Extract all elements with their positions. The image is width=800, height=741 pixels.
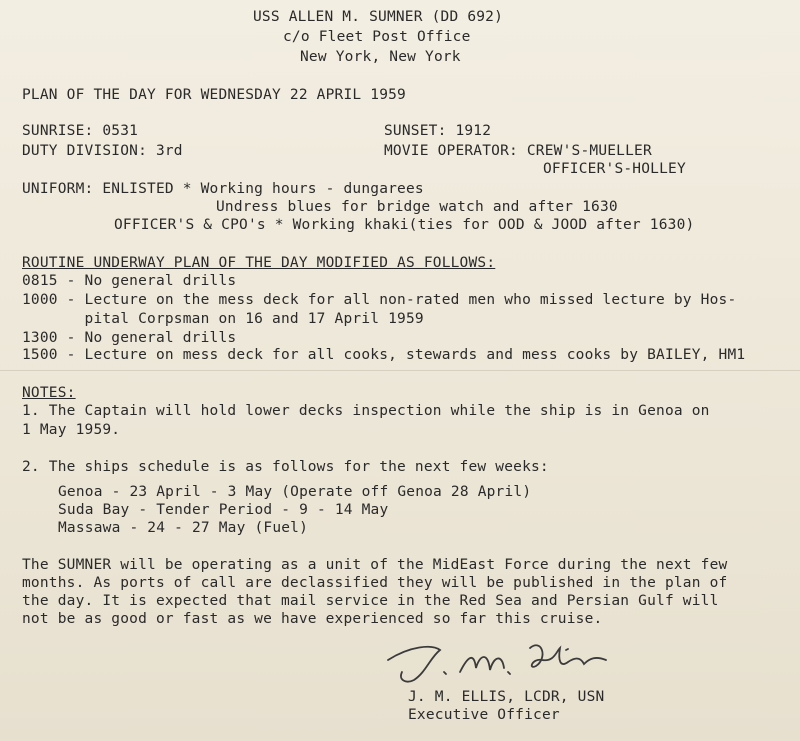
page-title: PLAN OF THE DAY FOR WEDNESDAY 22 APRIL 1959 xyxy=(22,87,406,103)
paragraph-line: the day. It is expected that mail service in the Red Sea and Persian Gulf will xyxy=(22,593,719,609)
schedule-item: Massawa - 24 - 27 May (Fuel) xyxy=(58,520,309,536)
sunset: SUNSET: 1912 xyxy=(384,123,492,139)
routine-line: 0815 - No general drills xyxy=(22,273,237,289)
note-1-line-1: 1. The Captain will hold lower decks inspection while the ship is in Genoa on xyxy=(22,403,710,419)
schedule-item: Genoa - 23 April - 3 May (Operate off Genoa 28 April) xyxy=(58,484,532,500)
note-1-line-2: 1 May 1959. xyxy=(22,422,121,438)
ship-name: USS ALLEN M. SUMNER (DD 692) xyxy=(253,9,504,25)
paragraph-line: The SUMNER will be operating as a unit of the MidEast Force during the next few xyxy=(22,557,728,573)
routine-line: 1000 - Lecture on the mess deck for all non-rated men who missed lecture by Hos- xyxy=(22,292,737,308)
routine-line: pital Corpsman on 16 and 17 April 1959 xyxy=(22,311,424,327)
fpo-line: c/o Fleet Post Office xyxy=(283,29,471,45)
routine-heading: ROUTINE UNDERWAY PLAN OF THE DAY MODIFIED AS FOLLOWS: xyxy=(22,255,496,271)
sunrise: SUNRISE: 0531 xyxy=(22,123,139,139)
routine-line: 1500 - Lecture on mess deck for all cooks, stewards and mess cooks by BAILEY, HM1 xyxy=(22,347,746,363)
schedule-item: Suda Bay - Tender Period - 9 - 14 May xyxy=(58,502,389,518)
paragraph-line: months. As ports of call are declassified they will be published in the plan of xyxy=(22,575,728,591)
uniform-enlisted: UNIFORM: ENLISTED * Working hours - dungarees xyxy=(22,181,424,197)
signature-title: Executive Officer xyxy=(408,707,560,723)
movie-operator-officers: OFFICER'S-HOLLEY xyxy=(543,161,686,177)
signature-name: J. M. ELLIS, LCDR, USN xyxy=(408,689,605,705)
uniform-officers: OFFICER'S & CPO's * Working khaki(ties for OOD & JOOD after 1630) xyxy=(114,217,695,233)
movie-operator: MOVIE OPERATOR: CREW'S-MUELLER xyxy=(384,143,652,159)
notes-heading: NOTES: xyxy=(22,385,76,401)
routine-line: 1300 - No general drills xyxy=(22,330,237,346)
note-2-line-1: 2. The ships schedule is as follows for the next few weeks: xyxy=(22,459,549,475)
handwritten-signature xyxy=(370,628,640,688)
city-line: New York, New York xyxy=(300,49,461,65)
uniform-undress: Undress blues for bridge watch and after 1630 xyxy=(216,199,618,215)
paper-fold xyxy=(0,370,800,371)
paragraph-line: not be as good or fast as we have experienced so far this cruise. xyxy=(22,611,603,627)
duty-division: DUTY DIVISION: 3rd xyxy=(22,143,183,159)
